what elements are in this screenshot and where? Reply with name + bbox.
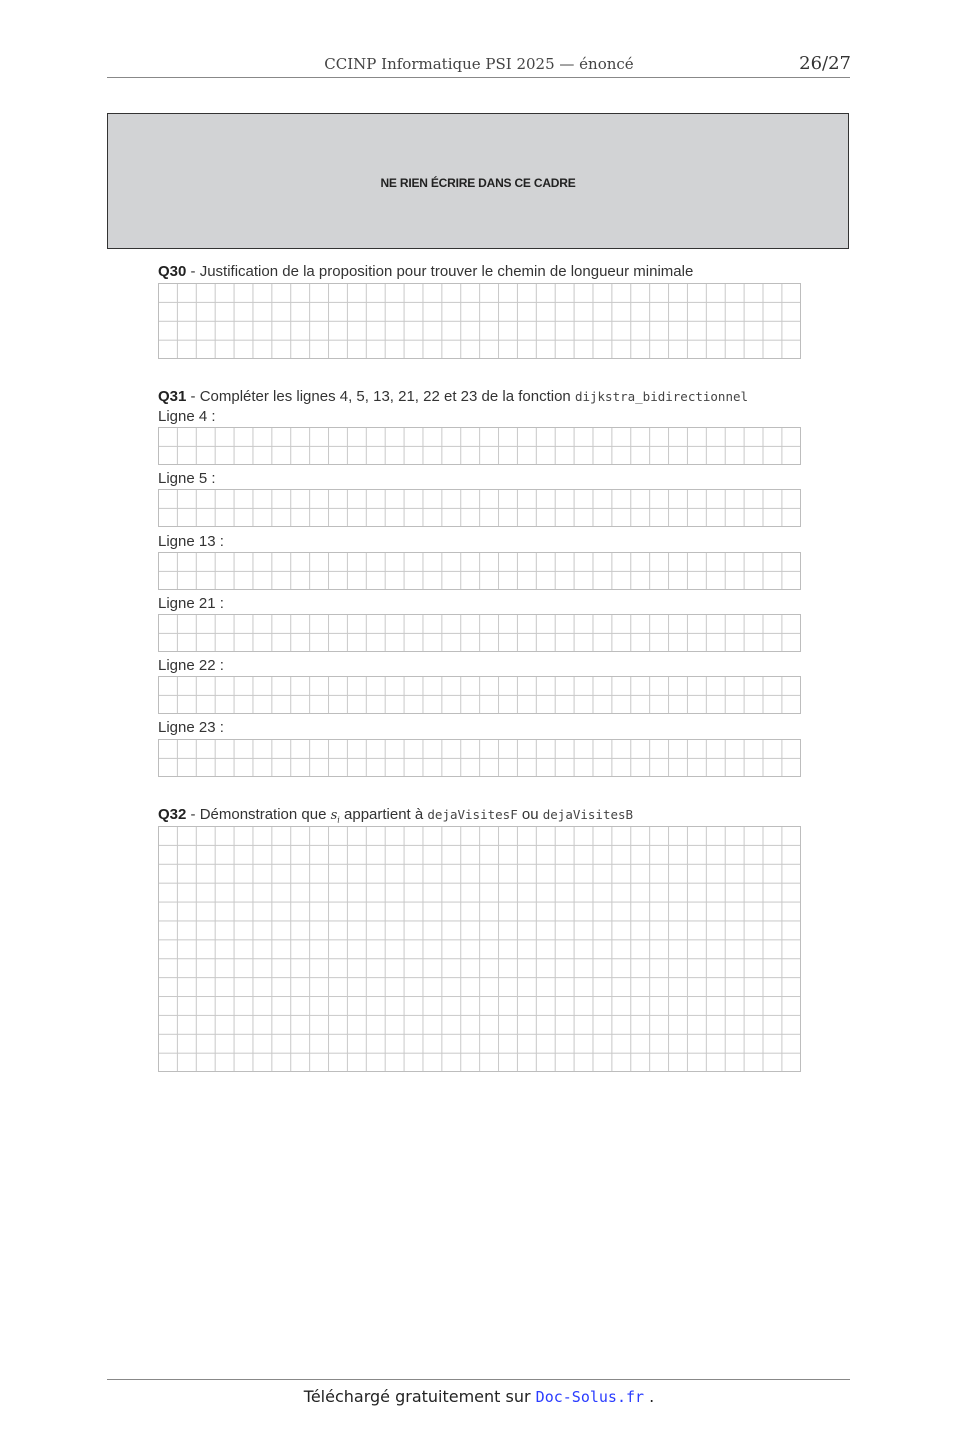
header-title: CCINP Informatique PSI 2025 — énoncé	[324, 55, 634, 73]
q31-function-name: dijkstra_bidirectionnel	[574, 389, 749, 404]
header-divider	[107, 77, 850, 78]
footer	[0, 1387, 958, 1406]
q32-set-b: dejaVisitesB	[542, 807, 634, 822]
q32-text-before: - Démonstration que	[186, 806, 331, 823]
q32-text-middle: appartient à	[339, 806, 428, 823]
q31-answer-grid-line-4[interactable]	[158, 427, 801, 465]
q32-number: Q32	[158, 806, 187, 823]
footer-divider	[107, 1379, 850, 1380]
q31-heading	[158, 388, 748, 405]
q31-answer-grid-line-21[interactable]	[158, 614, 801, 652]
q31-answer-grid-line-5[interactable]	[158, 489, 801, 527]
q31-label-line-13: Ligne 13 :	[158, 533, 224, 550]
reserved-box-text: NE RIEN ÉCRIRE DANS CE CADRE	[380, 176, 576, 190]
q30-heading	[158, 263, 693, 280]
q31-text: - Compléter les lignes 4, 5, 13, 21, 22 et 23 de la fonction	[186, 388, 575, 405]
q32-answer-grid[interactable]	[158, 826, 801, 1072]
footer-prefix: Téléchargé gratuitement sur	[303, 1387, 536, 1406]
q31-label-line-22: Ligne 22 :	[158, 657, 224, 674]
q31-answer-grid-line-23[interactable]	[158, 739, 801, 777]
footer-link[interactable]: Doc-Solus.fr	[535, 1388, 645, 1406]
q31-label-line-23: Ligne 23 :	[158, 719, 224, 736]
q30-text: - Justification de la proposition pour trouver le chemin de longueur minimale	[186, 263, 694, 280]
q31-answer-grid-line-22[interactable]	[158, 676, 801, 714]
q32-heading	[158, 806, 633, 825]
q31-answer-grid-line-13[interactable]	[158, 552, 801, 590]
q32-or: ou	[517, 806, 543, 823]
reserved-box	[107, 113, 849, 249]
q31-number: Q31	[158, 388, 187, 405]
q30-answer-grid[interactable]	[158, 283, 801, 359]
q31-label-line-4: Ligne 4 :	[158, 408, 216, 425]
q32-symbol: $s_i$	[330, 808, 340, 825]
footer-suffix: .	[644, 1387, 655, 1406]
q31-label-line-5: Ligne 5 :	[158, 470, 216, 487]
page-number: 26/27	[799, 53, 851, 74]
q31-label-line-21: Ligne 21 :	[158, 595, 224, 612]
q30-number: Q30	[158, 263, 187, 280]
q32-set-f: dejaVisitesF	[427, 807, 518, 822]
